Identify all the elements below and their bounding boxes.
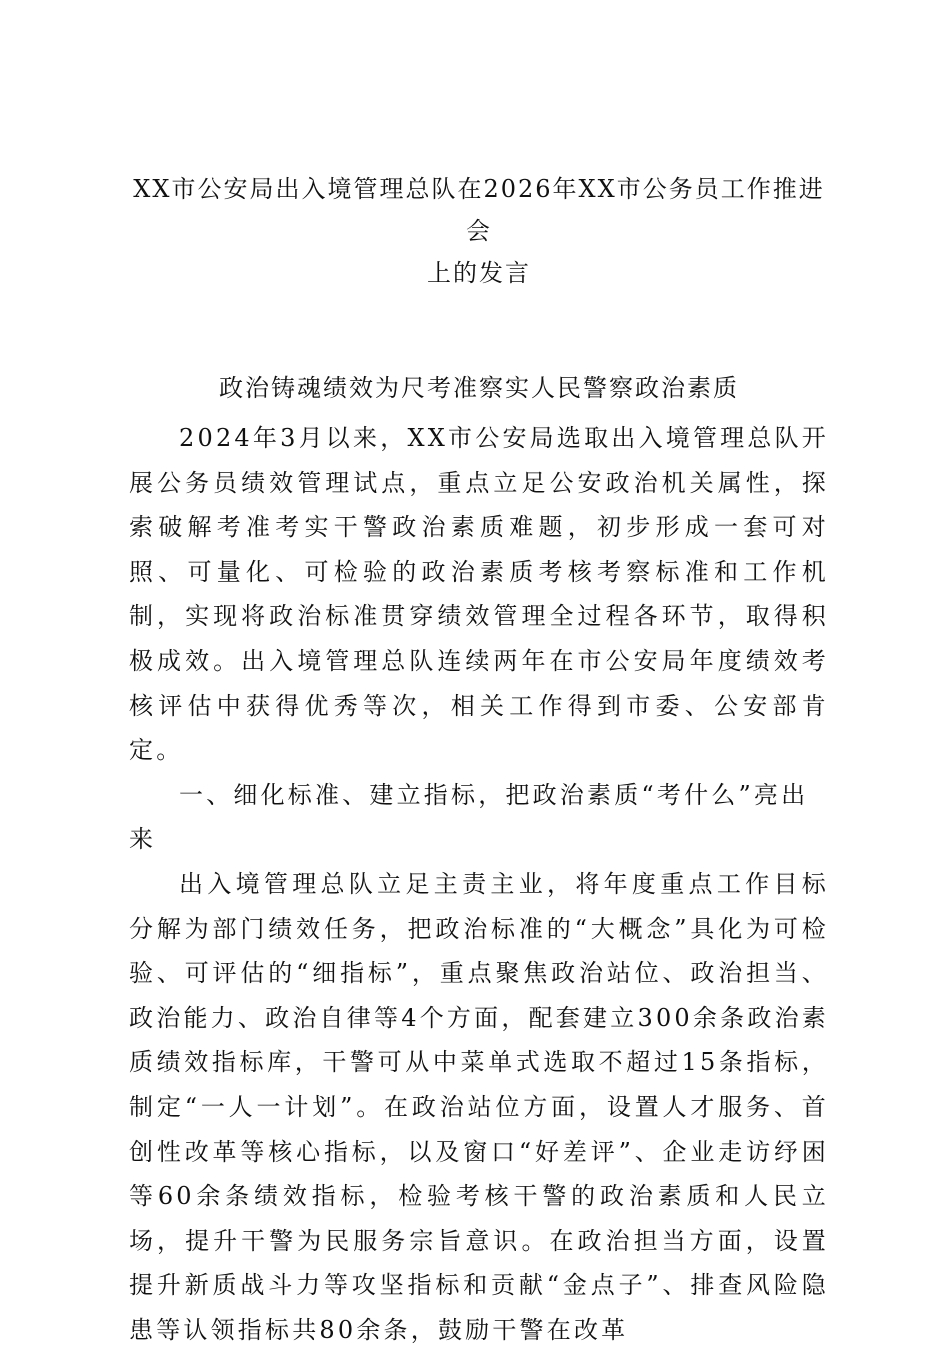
title-line-2: 上的发言 bbox=[427, 259, 531, 287]
section-heading-1: 一、细化标准、建立指标，把政治素质“考什么”亮出来 bbox=[129, 780, 809, 854]
section-1-paragraph: 出入境管理总队立足主责主业，将年度重点工作目标分解为部门绩效任务，把政治标准的“大概念”具化为可检验、可评估的“细指标”，重点聚焦政治站位、政治担当、政治能力、政治自律等4个方面，配套建立300余条政治素质绩效指标库，干警可从中菜单式选取不超过15条指标，制定“一人一计划”。在政治站位方面，设置人才服务、首创性改革等核心指标，以及窗口“好差评”、企业走访纾困等60余条绩效指标，检验考核干警的政治素质和人民立场，提升干警为民服务宗旨意识。在政治担当方面，设置提升新质战斗力等攻坚指标和贡献“金点子”、排查风险隐患等认领指标共80余条，鼓励干警在改革 bbox=[129, 869, 829, 1344]
document-body bbox=[129, 168, 829, 1352]
intro-paragraph: 2024年3月以来，XX市公安局选取出入境管理总队开展公务员绩效管理试点，重点立足公安政治机关属性，探索破解考准考实干警政治素质难题，初步形成一套可对照、可量化、可检验的政治素质考核考察标准和工作机制，实现将政治标准贯穿绩效管理全过程各环节，取得积极成效。出入境管理总队连续两年在市公安局年度绩效考核评估中获得优秀等次，相关工作得到市委、公安部肯定。 bbox=[129, 424, 829, 765]
document-title bbox=[129, 168, 829, 294]
title-line-1: XX市公安局出入境管理总队在2026年XX市公务员工作推进会 bbox=[133, 175, 825, 245]
document-subtitle: 政治铸魂绩效为尺考准察实人民警察政治素质 bbox=[219, 374, 739, 402]
